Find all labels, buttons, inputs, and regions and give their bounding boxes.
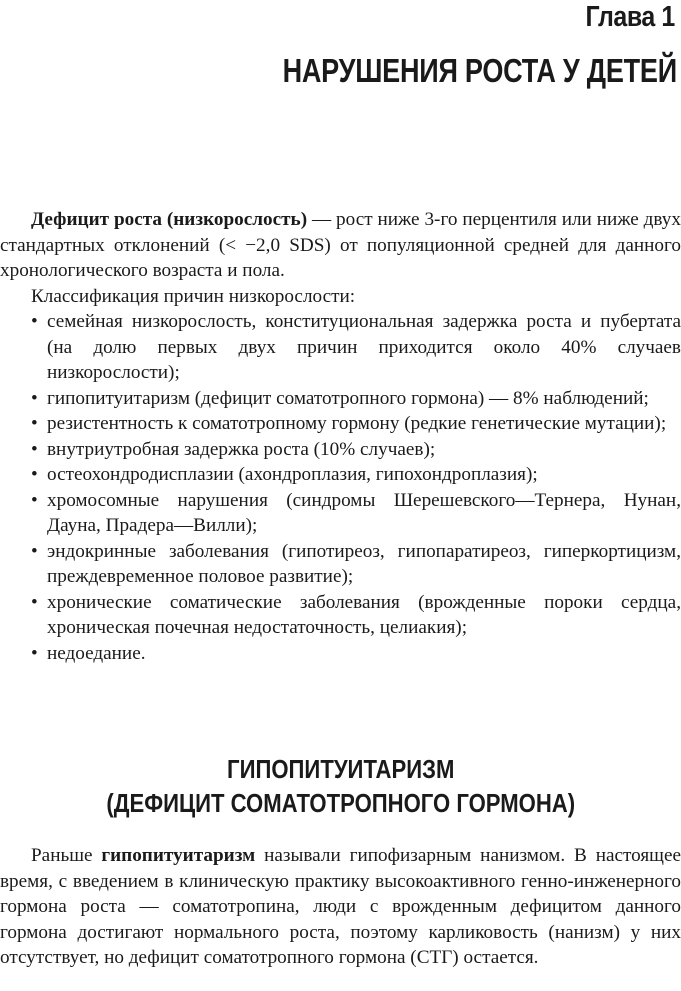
list-item-text: семейная низкорослость, конституциональная задержка роста и пубертата (на долю первых двух причин приходится около 40% случаев низкорослости); — [47, 311, 681, 383]
bullet-icon: • — [31, 387, 38, 409]
section-title-line2: (ДЕФИЦИТ СОМАТОТРОПНОГО ГОРМОНА) — [106, 788, 575, 818]
bullet-icon: • — [31, 591, 38, 613]
intro-block — [0, 207, 681, 666]
definition-paragraph — [0, 207, 681, 284]
section-body — [0, 843, 681, 971]
section-paragraph — [0, 843, 681, 971]
list-item-text: внутриутробная задержка роста (10% случаев); — [47, 438, 436, 460]
list-item — [0, 462, 681, 488]
bullet-icon: • — [31, 489, 38, 511]
definition-text: — рост ниже 3-го перцентиля или ниже двух стандартных отклонений (< −2,0 SDS) от популяционной средней для данного хронологического возраста и пола. — [0, 209, 681, 281]
section-heading — [0, 752, 681, 820]
section-para-rest: называли гипофизарным нанизмом. В настоящее время, с введением в клиническую практику высокоактивного генно-инженерного гормона роста — соматотропина, люди с врожденным дефицитом данного гормона достигают нормального роста, поэтому карликовость (нанизм) у них отсутствует, но дефицит соматотропного гормона (СТГ) остается. — [0, 845, 681, 968]
list-item — [0, 641, 681, 667]
chapter-label: Глава 1 — [585, 1, 675, 33]
list-item-text: гипопитуитаризм (дефицит соматотропного гормона) — 8% наблюдений; — [47, 387, 649, 409]
list-item — [0, 488, 681, 539]
list-item-text: хронические соматические заболевания (врожденные пороки сердца, хроническая почечная недостаточность, целиакия); — [47, 591, 681, 638]
section-para-term: гипопитуитаризм — [101, 845, 256, 866]
list-item — [0, 309, 681, 386]
list-item — [0, 539, 681, 590]
bullet-icon: • — [31, 413, 38, 434]
list-item-text: остеохондродисплазии (ахондроплазия, гипохондроплазия); — [47, 464, 538, 485]
bullet-icon: • — [31, 642, 38, 664]
section-title-line1: ГИПОПИТУИТАРИЗМ — [226, 754, 455, 784]
list-item-text: эндокринные заболевания (гипотиреоз, гипопаратиреоз, гиперкортицизм, преждевременное половое развитие); — [47, 540, 681, 587]
list-item — [0, 411, 681, 437]
section-para-prefix: Раньше — [31, 845, 102, 866]
bullet-icon: • — [31, 540, 38, 562]
list-item-text: недоедание. — [47, 642, 146, 664]
classification-heading: Классификация причин низкорослости: — [31, 285, 356, 307]
list-item — [0, 590, 681, 641]
bullet-icon: • — [31, 438, 38, 460]
bullet-icon: • — [31, 311, 38, 332]
list-item — [0, 386, 681, 412]
causes-list — [0, 309, 681, 666]
list-item-text: хромосомные нарушения (синдромы Шерешевского—Тернера, Нунан, Дауна, Прадера—Вилли); — [47, 489, 681, 536]
chapter-title: НАРУШЕНИЯ РОСТА У ДЕТЕЙ — [282, 52, 677, 89]
definition-term: Дефицит роста (низкорослость) — [31, 209, 308, 230]
list-item — [0, 437, 681, 463]
bullet-icon: • — [31, 464, 38, 485]
list-item-text: резистентность к соматотропному гормону (редкие генетические мутации); — [47, 413, 667, 434]
